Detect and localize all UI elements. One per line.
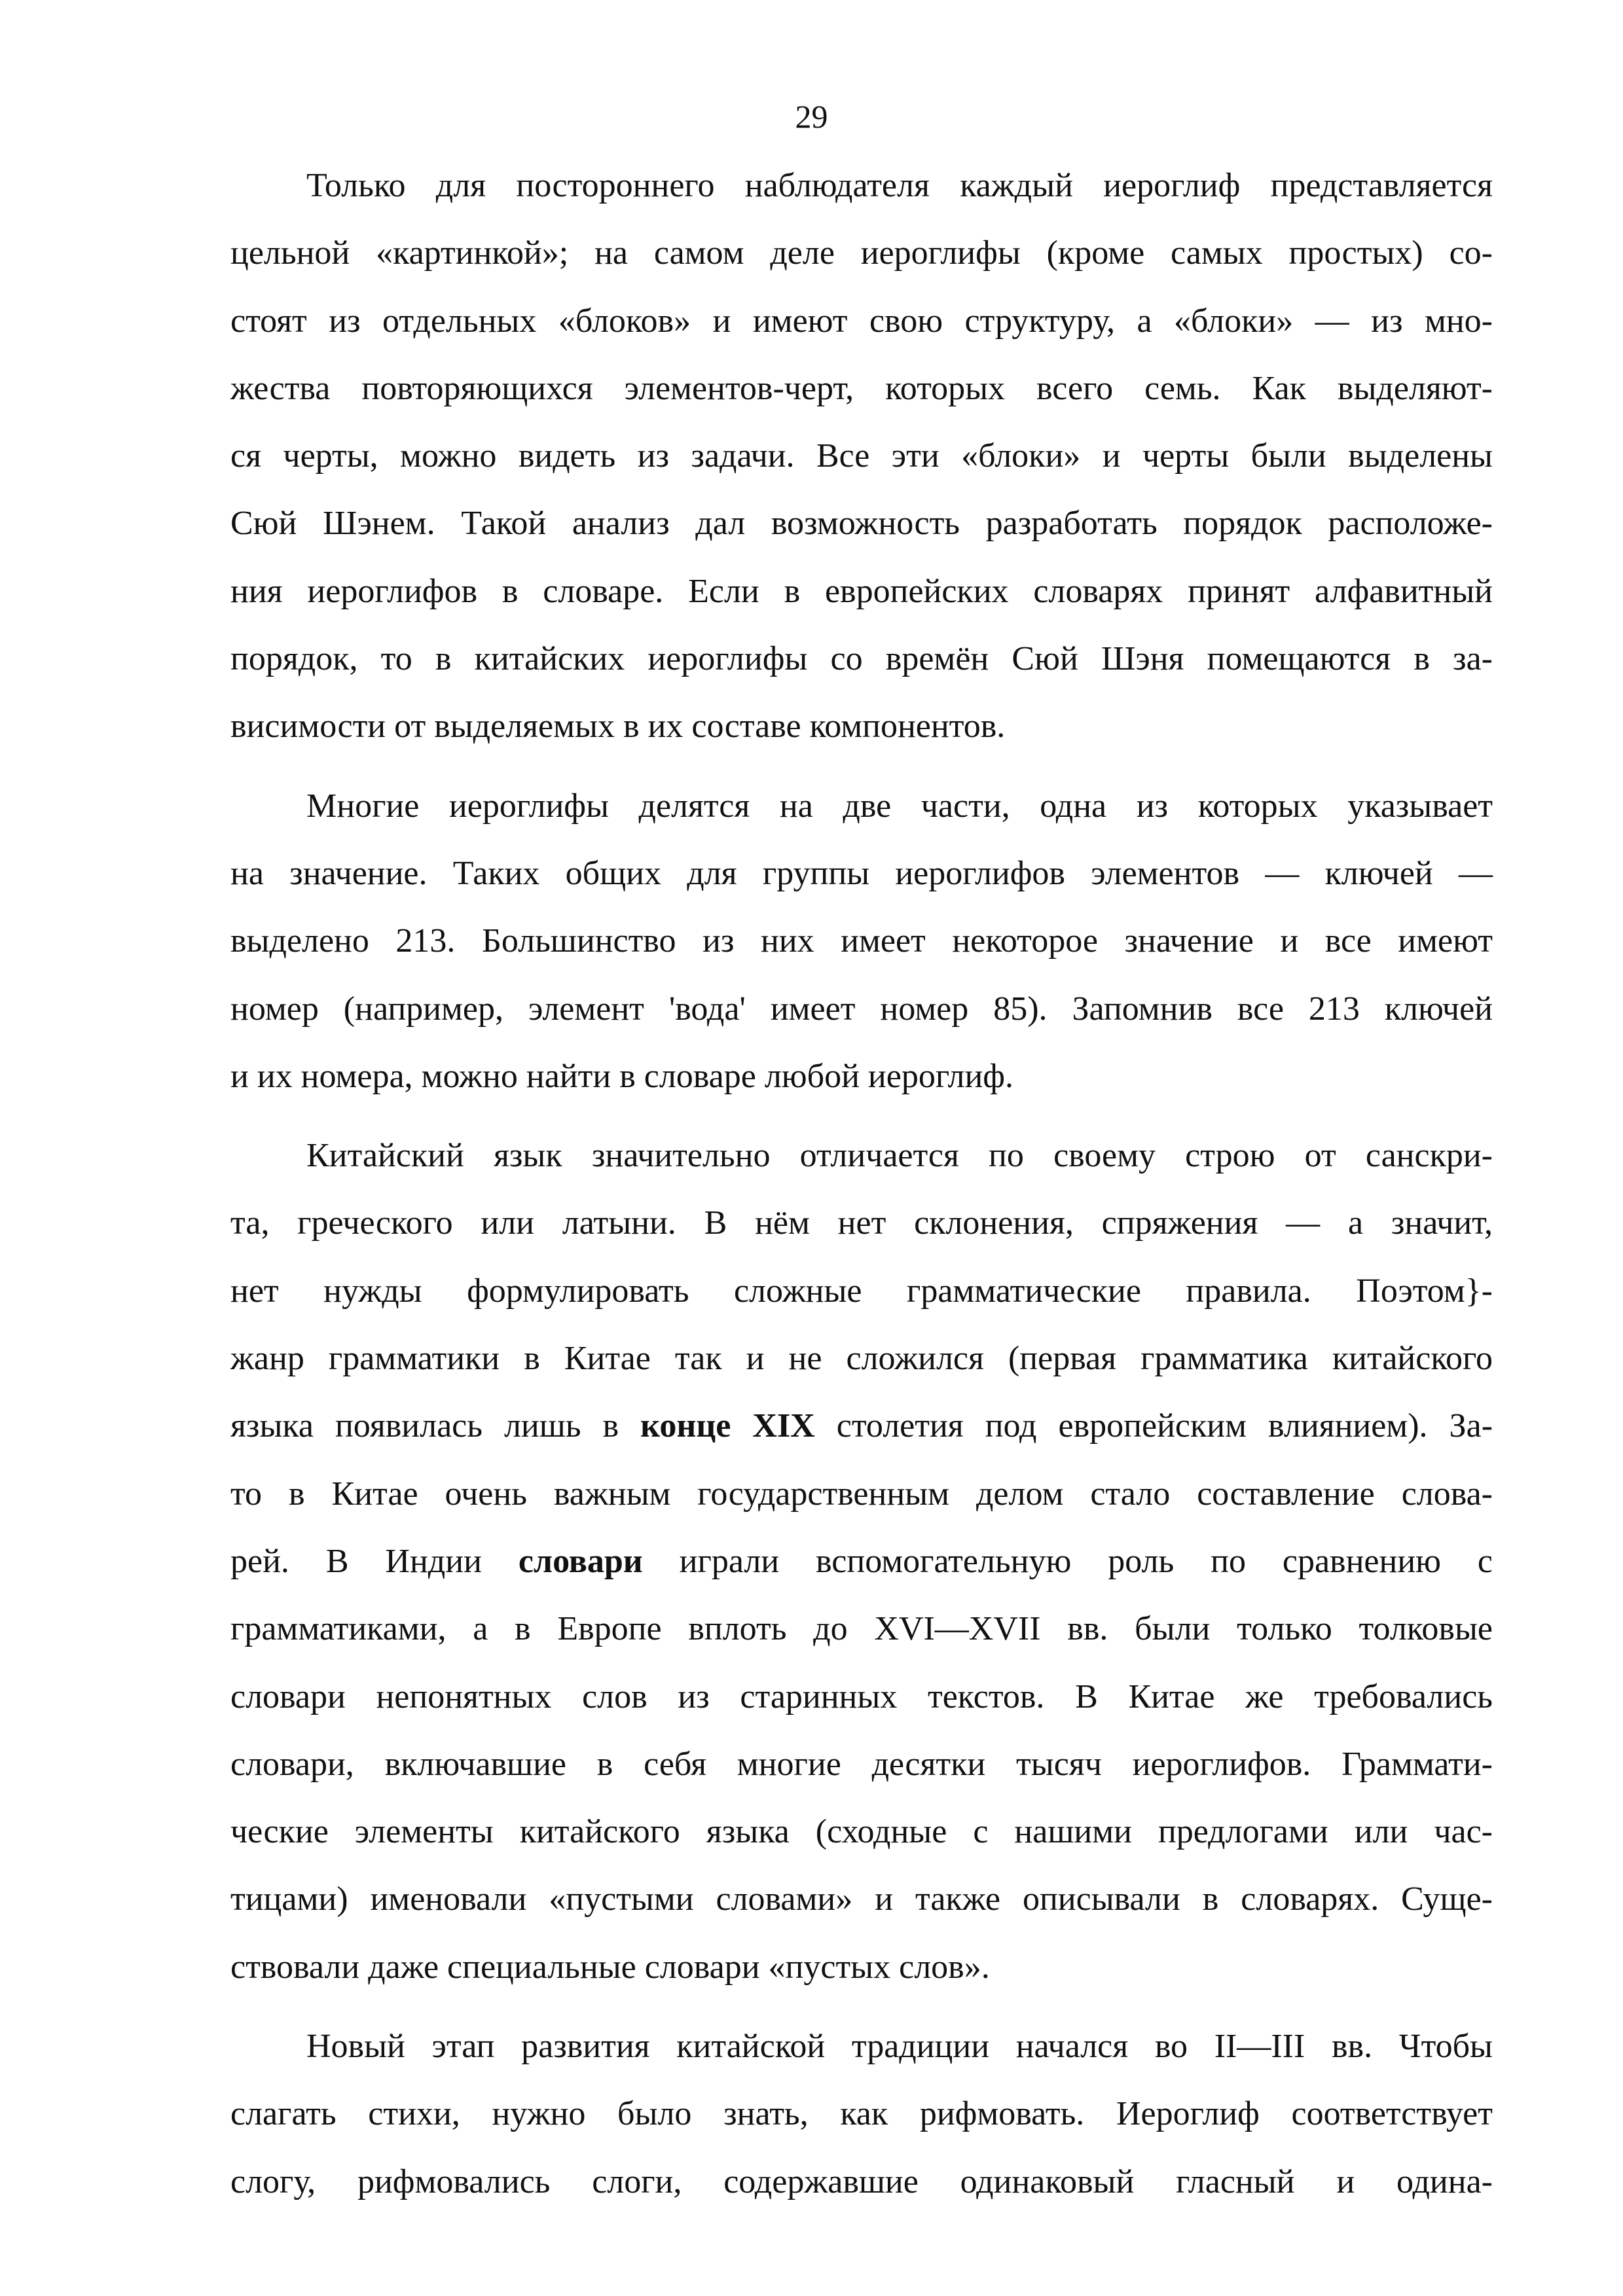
- text-line: ствовали даже специальные словари «пустых слов».: [230, 1948, 990, 1986]
- text-line: словари, включавшие в себя многие десятки тысяч иероглифов. Граммати-: [230, 1745, 1493, 1783]
- paragraph-2: [230, 772, 1493, 1110]
- text-line: выделено 213. Большинство из них имеет некоторое значение и все имеют: [230, 922, 1493, 960]
- text-line: и их номера, можно найти в словаре любой иероглиф.: [230, 1057, 1013, 1095]
- text-line: слагать стихи, нужно было знать, как рифмовать. Иероглиф соответствует: [230, 2095, 1493, 2133]
- text-line: слогу, рифмовались слоги, содержавшие одинаковый гласный и одина-: [230, 2162, 1493, 2200]
- text-line: стоят из отдельных «блоков» и имеют свою структуру, а «блоки» — из мно-: [230, 302, 1493, 340]
- text-line: Только для постороннего наблюдателя каждый иероглиф представляется: [306, 167, 1493, 204]
- text-run: рей. В Индии: [230, 1542, 519, 1580]
- paragraph-4: [230, 2013, 1493, 2215]
- text-line: нет нужды формулировать сложные грамматические правила. Поэтом}-: [230, 1272, 1493, 1310]
- page-number: 29: [795, 98, 828, 135]
- bold-phrase: словари: [518, 1542, 643, 1580]
- text-line: ся черты, можно видеть из задачи. Все эти «блоки» и черты были выделены: [230, 437, 1493, 475]
- bold-phrase: конце XIX: [640, 1407, 815, 1445]
- paragraph-3: [230, 1122, 1493, 2001]
- text-line: грамматиками, а в Европе вплоть до XVI—XVII вв. были только толковые: [230, 1610, 1493, 1648]
- text-line: висимости от выделяемых в их составе компонентов.: [230, 708, 1006, 745]
- text-line: Новый этап развития китайской традиции начался во II—III вв. Чтобы: [306, 2028, 1493, 2066]
- text-line: словари непонятных слов из старинных текстов. В Китае же требовались: [230, 1677, 1493, 1715]
- paragraph-1: [230, 152, 1493, 761]
- text-run: языка появилась лишь в: [230, 1407, 641, 1445]
- text-line: номер (например, элемент 'вода' имеет номер 85). Запомнив все 213 ключей: [230, 990, 1493, 1028]
- text-line: жанр грамматики в Китае так и не сложился (первая грамматика китайского: [230, 1340, 1493, 1378]
- text-line: цельной «картинкой»; на самом деле иероглифы (кроме самых простых) со-: [230, 234, 1493, 272]
- text-line: то в Китае очень важным государственным делом стало составление слова-: [230, 1475, 1493, 1513]
- text-line: жества повторяющихся элементов-черт, которых всего семь. Как выделяют-: [230, 369, 1493, 407]
- text-line: Многие иероглифы делятся на две части, одна из которых указывает: [306, 787, 1493, 825]
- text-line: порядок, то в китайских иероглифы со времён Сюй Шэня помещаются в за-: [230, 640, 1493, 678]
- text-line: ческие элементы китайского языка (сходные с нашими предлогами или час-: [230, 1813, 1493, 1851]
- text-line: тицами) именовали «пустыми словами» и также описывали в словарях. Суще-: [230, 1880, 1493, 1918]
- text-line: Китайский язык значительно отличается по своему строю от санскри-: [306, 1137, 1493, 1175]
- text-line: та, греческого или латыни. В нём нет склонения, спряжения — а значит,: [230, 1204, 1493, 1242]
- text-run: играли вспомогательную роль по сравнению с: [642, 1542, 1493, 1580]
- text-line: Сюй Шэнем. Такой анализ дал возможность разработать порядок расположе-: [230, 505, 1493, 543]
- text-line-with-bold: [230, 1392, 1493, 1460]
- text-line: на значение. Таких общих для группы иероглифов элементов — ключей —: [230, 854, 1493, 892]
- body-text: [230, 152, 1493, 2227]
- text-run: столетия под европейским влиянием). За-: [814, 1407, 1493, 1445]
- text-line-with-bold: [230, 1528, 1493, 1595]
- text-line: ния иероглифов в словаре. Если в европейских словарях принят алфавитный: [230, 572, 1493, 610]
